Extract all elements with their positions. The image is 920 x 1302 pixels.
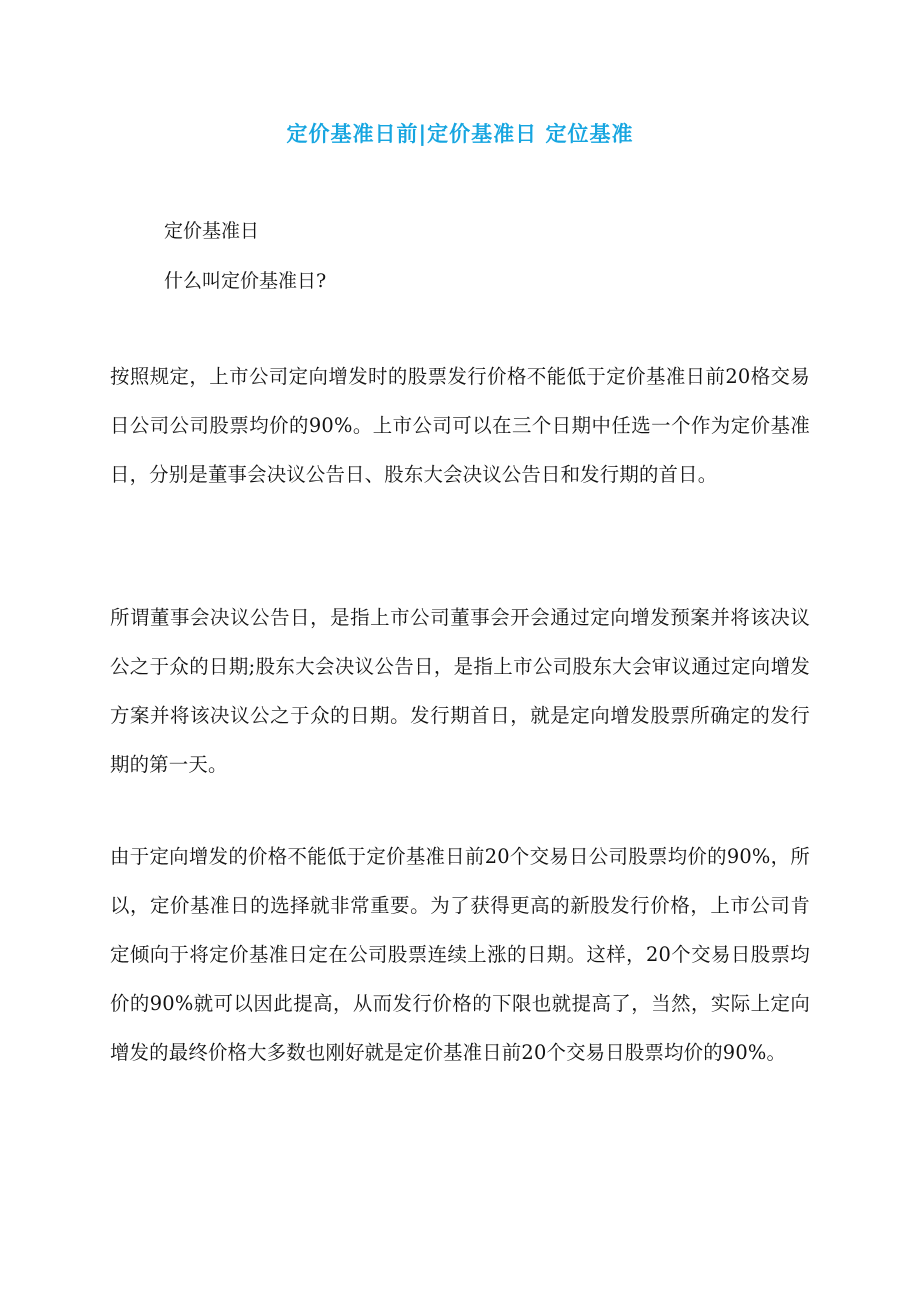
subheading-definition: 定价基准日 [164,220,260,242]
paragraph-announcement-dates: 所谓董事会决议公告日，是指上市公司董事会开会通过定向增发预案并将该决议公之于众的日期;股东大会决议公告日，是指上市公司股东大会审议通过定向增发方案并将该决议公之于众的日期。发行期首日，就是定向增发股票所确定的发行期的第一天。 [110,606,810,776]
paragraph-rules: 按照规定，上市公司定向增发时的股票发行价格不能低于定价基准日前20格交易日公司公司股票均价的90%。上市公司可以在三个日期中任选一个作为定价基准日，分别是董事会决议公告日、股东大会决议公告日和发行期的首日。 [110,365,810,486]
subheading-question: 什么叫定价基准日? [164,270,327,292]
page-title: 定价基准日前|定价基准日 定位基准 [286,122,634,146]
paragraph-pricing-strategy: 由于定向增发的价格不能低于定价基准日前20个交易日公司股票均价的90%，所以，定价基准日的选择就非常重要。为了获得更高的新股发行价格，上市公司肯定倾向于将定价基准日定在公司股票连续上涨的日期。这样，20个交易日股票均价的90%就可以因此提高，从而发行价格的下限也就提高了，当然，实际上定向增发的最终价格大多数也刚好就是定价基准日前20个交易日股票均价的90%。 [110,845,810,1064]
